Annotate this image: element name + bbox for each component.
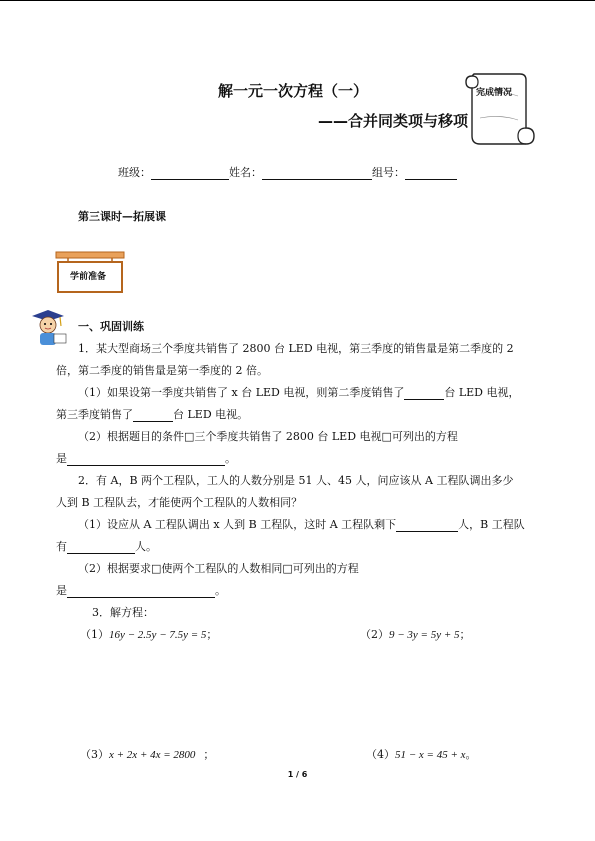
q2-line2: 人到 B 工程队去，才能使两个工程队的人数相同？ (56, 496, 303, 509)
q3-eq2 (360, 628, 471, 642)
q3-eq1-end: ； (206, 628, 218, 641)
q2-answer-a[interactable] (396, 519, 458, 532)
page-subtitle: ——合并同类项与移项 (318, 112, 469, 130)
q3-eq1-expr: 16y − 2.5y − 7.5y = 5 (109, 629, 207, 641)
class-field[interactable] (151, 167, 229, 180)
group-field[interactable] (405, 167, 457, 180)
q3-eq2-expr: 9 − 3y = 5y + 5 (389, 629, 460, 641)
q1-part1-c: 第三季度销售了 (56, 408, 133, 421)
student-avatar (28, 308, 70, 348)
q2-equation-field[interactable] (67, 585, 215, 598)
q1-part2-c: 。 (225, 452, 236, 465)
q3-eq3 (80, 748, 214, 762)
q3-eq4 (366, 748, 477, 762)
q2-answer-b[interactable] (67, 541, 135, 554)
q3-eq2-end: ； (459, 628, 471, 641)
q2-part1-tail: 人，B 工程队 (458, 518, 525, 531)
q3-eq3-num: （3） (80, 748, 109, 761)
q3-eq4-expr: 51 − x = 45 + x (395, 749, 466, 761)
completion-scroll (460, 70, 540, 150)
q2-part2-c: 。 (215, 584, 226, 597)
page-title: 解一元一次方程（一） (218, 82, 369, 100)
q3-eq2-num: （2） (360, 628, 389, 641)
badge-label: 学前准备 (70, 272, 107, 282)
q2-part1-d: 人。 (135, 540, 157, 553)
q1-answer-q2[interactable] (404, 387, 444, 400)
info-line (118, 166, 457, 180)
q2-part1-text: （1）设应从 A 工程队调出 x 人到 B 工程队，这时 A 工程队剩下 (78, 518, 397, 531)
section-heading: 一、巩固训练 (78, 320, 144, 333)
q3-eq3-end: ； (203, 748, 215, 761)
group-label: 组号： (372, 166, 405, 179)
top-border (0, 0, 595, 1)
q3-eq1 (80, 628, 217, 642)
prep-badge (54, 250, 126, 294)
q2-part1 (78, 518, 525, 532)
scroll-icon (460, 70, 540, 150)
lesson-heading: 第三课时—拓展课 (78, 210, 166, 223)
q1-part1-tail: 台 LED 电视， (444, 386, 520, 399)
q1-part2-cont (56, 452, 236, 466)
page-number: 1 / 6 (287, 770, 308, 779)
name-field[interactable] (262, 167, 372, 180)
q3-eq4-num: （4） (366, 748, 395, 761)
class-label: 班级： (118, 166, 151, 179)
q1-part1 (78, 386, 520, 400)
q2-part1-c: 有 (56, 540, 67, 553)
completion-label: 完成情况 (476, 88, 513, 98)
q1-part2-b: 是 (56, 452, 67, 465)
q1-part1-d: 台 LED 电视。 (173, 408, 249, 421)
name-label: 姓名： (229, 166, 262, 179)
q1-line2: 倍，第二季度的销售量是第一季度的 2 倍。 (56, 364, 268, 377)
q3-eq1-num: （1） (80, 628, 109, 641)
q3-eq4-end: 。 (465, 748, 477, 761)
q2-part2-cont (56, 584, 226, 598)
q1-line1: 1．某大型商场三个季度共销售了 2800 台 LED 电视，第三季度的销售量是第二季度的 2 (78, 342, 514, 355)
q2-part2: （2）根据要求□使两个工程队的人数相同□可列出的方程 (78, 562, 359, 575)
q1-part1-text: （1）如果设第一季度共销售了 x 台 LED 电视，则第二季度销售了 (78, 386, 405, 399)
q1-equation-field[interactable] (67, 453, 225, 466)
q3-label: 3．解方程： (92, 606, 154, 619)
q1-answer-q3[interactable] (133, 409, 173, 422)
q3-eq3-expr: x + 2x + 4x = 2800 (109, 749, 196, 761)
q2-part1-cont (56, 540, 157, 554)
q1-part1-cont (56, 408, 248, 422)
q2-line1: 2．有 A，B 两个工程队，工人的人数分别是 51 人、45 人，问应该从 A 工程队调出多少 (78, 474, 514, 487)
q1-part2: （2）根据题目的条件□三个季度共销售了 2800 台 LED 电视□可列出的方程 (78, 430, 458, 443)
student-cartoon-icon (28, 308, 70, 348)
q2-part2-b: 是 (56, 584, 67, 597)
